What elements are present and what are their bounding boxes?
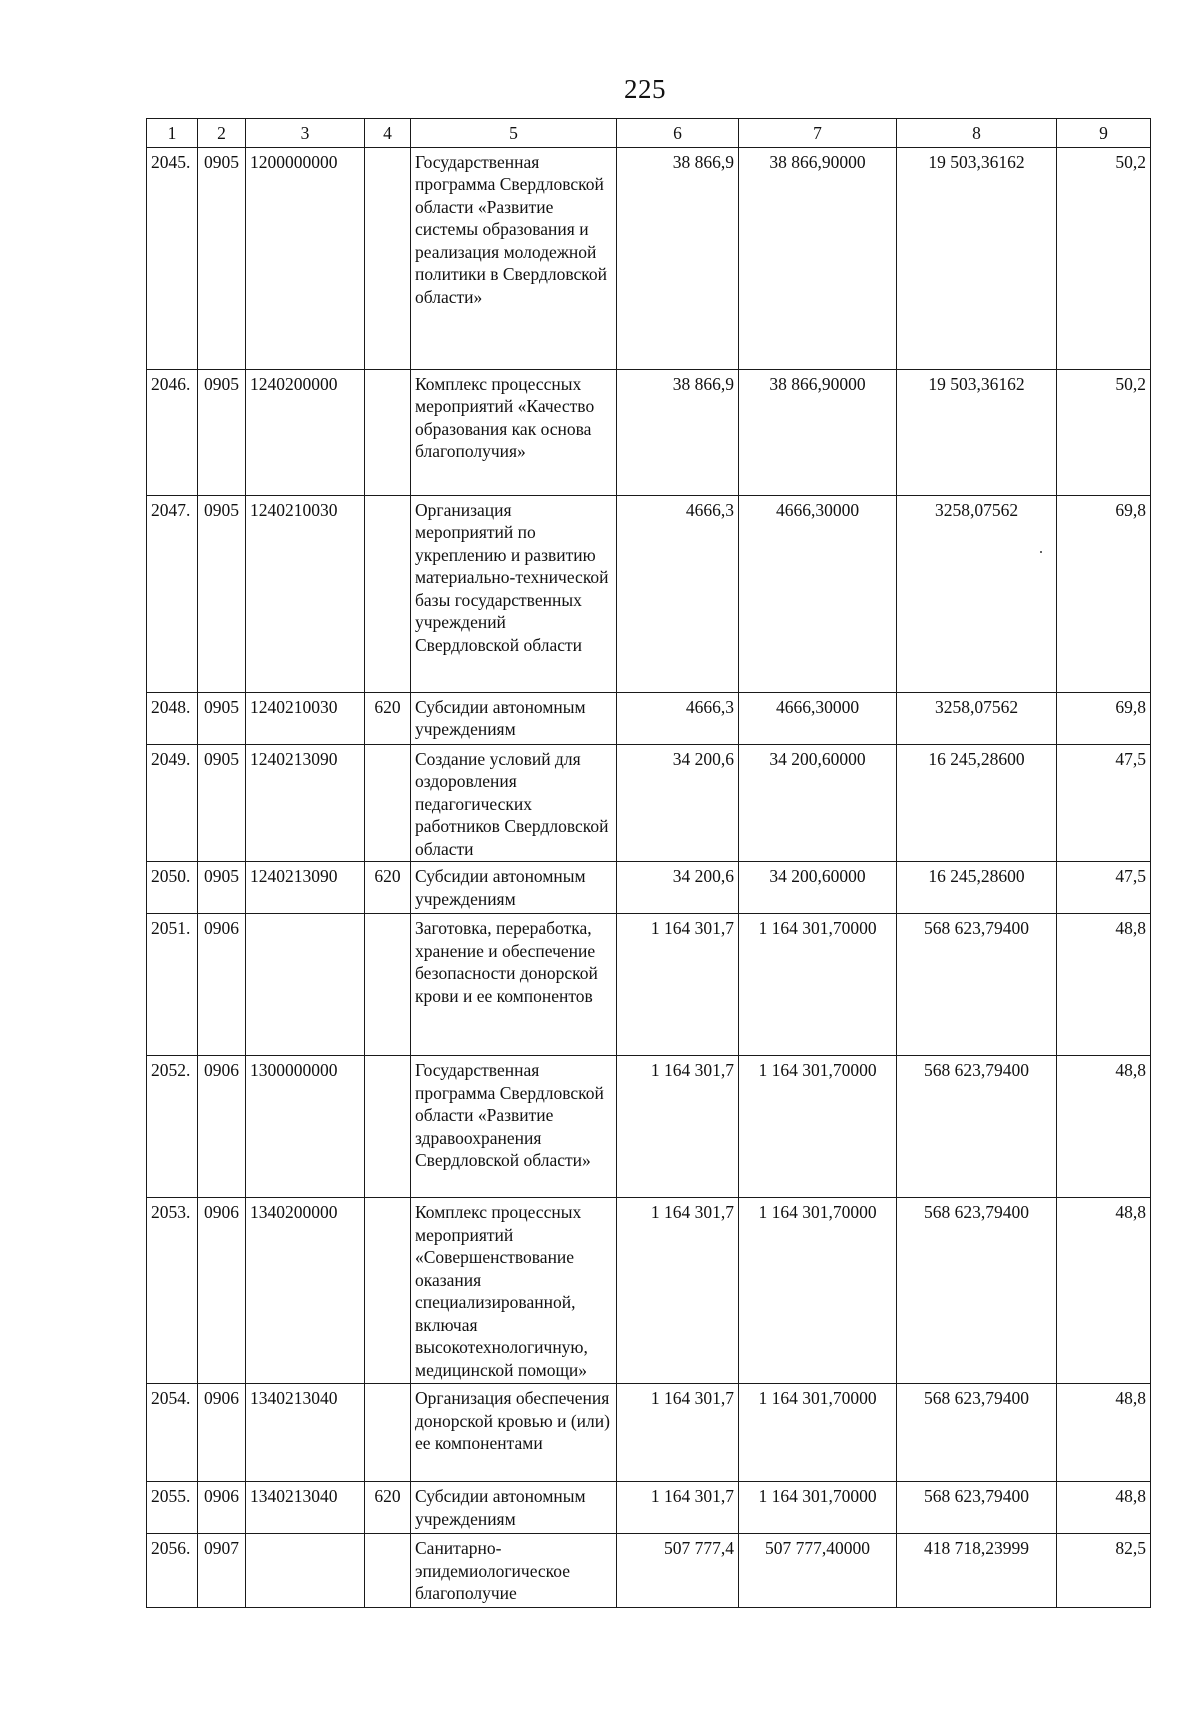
- column-header-8: 8: [897, 119, 1057, 148]
- execution-percent: 48,8: [1057, 1056, 1151, 1198]
- target-article-code: [246, 1534, 365, 1608]
- row-number: 2054.: [147, 1384, 198, 1482]
- column-header-4: 4: [365, 119, 411, 148]
- expense-type-code: [365, 495, 411, 692]
- execution-percent: 50,2: [1057, 369, 1151, 495]
- target-article-code: 1340213040: [246, 1384, 365, 1482]
- row-number: 2046.: [147, 369, 198, 495]
- executed-amount: 568 623,79400: [897, 1056, 1057, 1198]
- table-row: [147, 1534, 1151, 1608]
- item-name: Заготовка, переработка, хранение и обеспечение безопасности донорской крови и ее компонентов: [411, 914, 617, 1056]
- expense-type-code: [365, 147, 411, 369]
- item-name: Государственная программа Свердловской области «Развитие здравоохранения Свердловской области»: [411, 1056, 617, 1198]
- planned-amount-precise: 1 164 301,70000: [739, 914, 897, 1056]
- row-number: 2051.: [147, 914, 198, 1056]
- table-row: [147, 1198, 1151, 1384]
- planned-amount: 507 777,4: [617, 1534, 739, 1608]
- planned-amount: 4666,3: [617, 495, 739, 692]
- expense-type-code: [365, 914, 411, 1056]
- row-number: 2055.: [147, 1482, 198, 1534]
- item-name: Субсидии автономным учреждениям: [411, 1482, 617, 1534]
- execution-percent: 47,5: [1057, 862, 1151, 914]
- section-code: 0906: [198, 1384, 246, 1482]
- planned-amount-precise: 1 164 301,70000: [739, 1482, 897, 1534]
- expense-type-code: [365, 1056, 411, 1198]
- planned-amount-precise: 507 777,40000: [739, 1534, 897, 1608]
- executed-amount: 16 245,28600: [897, 862, 1057, 914]
- planned-amount: 1 164 301,7: [617, 914, 739, 1056]
- planned-amount: 34 200,6: [617, 744, 739, 862]
- executed-amount: 568 623,79400: [897, 914, 1057, 1056]
- column-header-6: 6: [617, 119, 739, 148]
- planned-amount-precise: 38 866,90000: [739, 147, 897, 369]
- expense-type-code: 620: [365, 692, 411, 744]
- row-number: 2049.: [147, 744, 198, 862]
- planned-amount: 38 866,9: [617, 369, 739, 495]
- budget-table: [146, 118, 1151, 1608]
- item-name: Государственная программа Свердловской области «Развитие системы образования и реализация молодежной политики в Свердловской области»: [411, 147, 617, 369]
- planned-amount: 4666,3: [617, 692, 739, 744]
- item-name: Организация мероприятий по укреплению и развитию материально-технической базы государственных учреждений Свердловской области: [411, 495, 617, 692]
- page-number: 225: [624, 74, 666, 104]
- section-code: 0905: [198, 692, 246, 744]
- table-header-row: [147, 119, 1151, 148]
- row-number: 2045.: [147, 147, 198, 369]
- execution-percent: 69,8: [1057, 495, 1151, 692]
- planned-amount-precise: 1 164 301,70000: [739, 1198, 897, 1384]
- column-header-3: 3: [246, 119, 365, 148]
- planned-amount-precise: 34 200,60000: [739, 862, 897, 914]
- table-row: [147, 147, 1151, 369]
- execution-percent: 48,8: [1057, 914, 1151, 1056]
- row-number: 2052.: [147, 1056, 198, 1198]
- table-row: [147, 1056, 1151, 1198]
- table-row: [147, 914, 1151, 1056]
- item-name: Субсидии автономным учреждениям: [411, 692, 617, 744]
- planned-amount-precise: 1 164 301,70000: [739, 1056, 897, 1198]
- planned-amount-precise: 4666,30000: [739, 495, 897, 692]
- section-code: 0905: [198, 862, 246, 914]
- executed-amount: 568 623,79400: [897, 1384, 1057, 1482]
- target-article-code: 1200000000: [246, 147, 365, 369]
- expense-type-code: [365, 1534, 411, 1608]
- execution-percent: 48,8: [1057, 1384, 1151, 1482]
- executed-amount: 3258,07562: [897, 692, 1057, 744]
- execution-percent: 47,5: [1057, 744, 1151, 862]
- section-code: 0906: [198, 1482, 246, 1534]
- executed-amount: 16 245,28600: [897, 744, 1057, 862]
- table-row: [147, 692, 1151, 744]
- item-name: Комплекс процессных мероприятий «Совершенствование оказания специализированной, включая высокотехнологичную, медицинской помощи»: [411, 1198, 617, 1384]
- item-name: Комплекс процессных мероприятий «Качество образования как основа благополучия»: [411, 369, 617, 495]
- expense-type-code: [365, 369, 411, 495]
- target-article-code: 1340200000: [246, 1198, 365, 1384]
- planned-amount-precise: 34 200,60000: [739, 744, 897, 862]
- planned-amount: 1 164 301,7: [617, 1056, 739, 1198]
- item-name: Создание условий для оздоровления педагогических работников Свердловской области: [411, 744, 617, 862]
- section-code: 0907: [198, 1534, 246, 1608]
- execution-percent: 82,5: [1057, 1534, 1151, 1608]
- planned-amount: 1 164 301,7: [617, 1482, 739, 1534]
- expense-type-code: [365, 1384, 411, 1482]
- section-code: 0905: [198, 744, 246, 862]
- planned-amount: 1 164 301,7: [617, 1384, 739, 1482]
- executed-amount: 568 623,79400: [897, 1482, 1057, 1534]
- section-code: 0905: [198, 495, 246, 692]
- row-number: 2048.: [147, 692, 198, 744]
- section-code: 0905: [198, 147, 246, 369]
- execution-percent: 69,8: [1057, 692, 1151, 744]
- target-article-code: 1240200000: [246, 369, 365, 495]
- expense-type-code: 620: [365, 1482, 411, 1534]
- item-name: Организация обеспечения донорской кровью и (или) ее компонентами: [411, 1384, 617, 1482]
- planned-amount: 34 200,6: [617, 862, 739, 914]
- executed-amount: 3258,07562: [897, 495, 1057, 692]
- row-number: 2056.: [147, 1534, 198, 1608]
- row-number: 2050.: [147, 862, 198, 914]
- expense-type-code: [365, 1198, 411, 1384]
- table-row: [147, 744, 1151, 862]
- scan-speck: [1040, 551, 1042, 553]
- target-article-code: [246, 914, 365, 1056]
- table-row: [147, 1384, 1151, 1482]
- expense-type-code: [365, 744, 411, 862]
- target-article-code: 1240213090: [246, 862, 365, 914]
- table-row: [147, 1482, 1151, 1534]
- planned-amount-precise: 38 866,90000: [739, 369, 897, 495]
- column-header-7: 7: [739, 119, 897, 148]
- item-name: Субсидии автономным учреждениям: [411, 862, 617, 914]
- executed-amount: 418 718,23999: [897, 1534, 1057, 1608]
- target-article-code: 1340213040: [246, 1482, 365, 1534]
- target-article-code: 1300000000: [246, 1056, 365, 1198]
- section-code: 0906: [198, 914, 246, 1056]
- execution-percent: 48,8: [1057, 1198, 1151, 1384]
- planned-amount: 38 866,9: [617, 147, 739, 369]
- row-number: 2053.: [147, 1198, 198, 1384]
- row-number: 2047.: [147, 495, 198, 692]
- section-code: 0906: [198, 1198, 246, 1384]
- item-name: Санитарно-эпидемиологическое благополучие: [411, 1534, 617, 1608]
- executed-amount: 19 503,36162: [897, 147, 1057, 369]
- target-article-code: 1240213090: [246, 744, 365, 862]
- planned-amount: 1 164 301,7: [617, 1198, 739, 1384]
- column-header-2: 2: [198, 119, 246, 148]
- planned-amount-precise: 4666,30000: [739, 692, 897, 744]
- execution-percent: 50,2: [1057, 147, 1151, 369]
- column-header-9: 9: [1057, 119, 1151, 148]
- table-row: [147, 862, 1151, 914]
- target-article-code: 1240210030: [246, 692, 365, 744]
- section-code: 0906: [198, 1056, 246, 1198]
- column-header-5: 5: [411, 119, 617, 148]
- table-row: [147, 369, 1151, 495]
- target-article-code: 1240210030: [246, 495, 365, 692]
- executed-amount: 568 623,79400: [897, 1198, 1057, 1384]
- execution-percent: 48,8: [1057, 1482, 1151, 1534]
- expense-type-code: 620: [365, 862, 411, 914]
- planned-amount-precise: 1 164 301,70000: [739, 1384, 897, 1482]
- table-row: [147, 495, 1151, 692]
- column-header-1: 1: [147, 119, 198, 148]
- executed-amount: 19 503,36162: [897, 369, 1057, 495]
- section-code: 0905: [198, 369, 246, 495]
